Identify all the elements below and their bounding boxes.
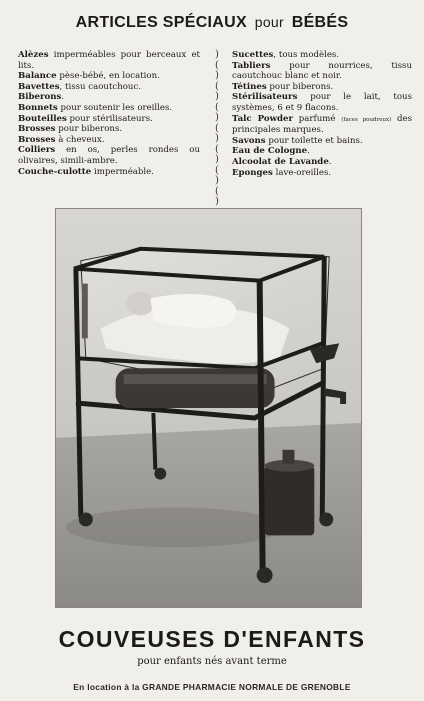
article-description: pour stérilisateurs. [66,113,153,124]
article-item [18,82,200,93]
incubator-illustration [56,209,361,607]
article-description: imperméable. [91,166,154,177]
article-description: parfumé [293,113,336,124]
article-name: Tétines [232,81,267,92]
article-item [18,124,200,135]
footer-title: COUVEUSES D'ENFANTS [58,626,366,652]
article-name: Balance [18,71,57,82]
column-divider-ornament: ) ( ) ( ) ( ) ( ) ( ) ( ) ( ) [215,49,219,207]
articles-list [18,49,413,207]
article-description: pèse-bébé, en location. [56,71,160,82]
article-description: . [328,156,332,167]
article-item [18,50,200,71]
article-item [18,103,200,114]
article-name: Couche-culotte [18,166,92,177]
articles-right-column [232,50,412,178]
page-title [0,14,424,32]
article-item [18,71,200,82]
article-item [18,167,200,178]
article-item [232,50,412,61]
article-name: Biberons [18,92,62,103]
article-name: Tabliers [232,60,271,71]
article-item [18,92,200,103]
article-name: Sucettes [232,50,274,60]
article-description: . [307,146,310,157]
article-name: Alcoolat de Lavande [232,156,329,167]
footer-location-note: En location à la GRANDE PHARMACIE NORMALE DE GRENOBLE [73,682,351,692]
incubator-photo [55,208,362,608]
article-name: Alèzes [18,50,49,60]
article-description: , tissu caoutchouc. [59,81,141,92]
article-name: Brosses [18,134,56,145]
article-description-continued: des principales marques. [232,113,413,136]
article-item [232,146,412,157]
article-item [18,114,200,125]
footer-subtitle: pour enfants nés avant terme [137,656,287,667]
article-description: en os, perles rondes ou olivaires, simili-ambre. [18,145,200,166]
article-item [232,82,412,93]
article-name: Bouteilles [18,113,67,124]
article-name: Brosses [18,124,56,135]
article-item [232,92,412,113]
article-description: pour soutenir les oreilles. [57,102,173,113]
article-description: lave-oreilles. [272,167,332,178]
article-item [232,114,412,136]
article-name: Bonnets [18,102,58,113]
article-description: . [61,92,65,103]
article-description: pour nourrices, tissu caoutchouc blanc et noir. [232,60,412,82]
article-description: pour biberons. [266,81,334,92]
article-item [232,61,412,82]
article-name: Colliers [18,145,56,156]
article-description: imperméables pour berceaux et lits. [18,50,200,71]
article-name: Eponges [232,167,273,178]
article-name: Bavettes [18,81,60,92]
article-item [232,136,412,147]
article-item [18,145,200,166]
title-main: ARTICLES SPÉCIAUX [75,14,247,31]
article-item [232,168,412,179]
article-description: à cheveux. [55,134,105,145]
article-description: pour le lait, tous systèmes, 6 et 9 flacons. [232,92,412,113]
articles-left-column [18,50,200,177]
article-name: Savons [232,135,266,146]
article-item [232,157,412,168]
article-name: Eau de Cologne [232,146,308,157]
article-item [18,135,200,146]
article-description: pour toilette et bains. [265,135,363,146]
title-subject: BÉBÉS [291,14,349,31]
title-connector: pour [254,14,284,30]
article-note: (faces poudreux) [341,116,392,123]
article-name: Stérilisateurs [232,92,298,103]
article-description: pour biberons. [55,124,123,135]
article-name: Talc Powder [232,113,294,124]
article-description: , tous modèles. [273,50,340,60]
